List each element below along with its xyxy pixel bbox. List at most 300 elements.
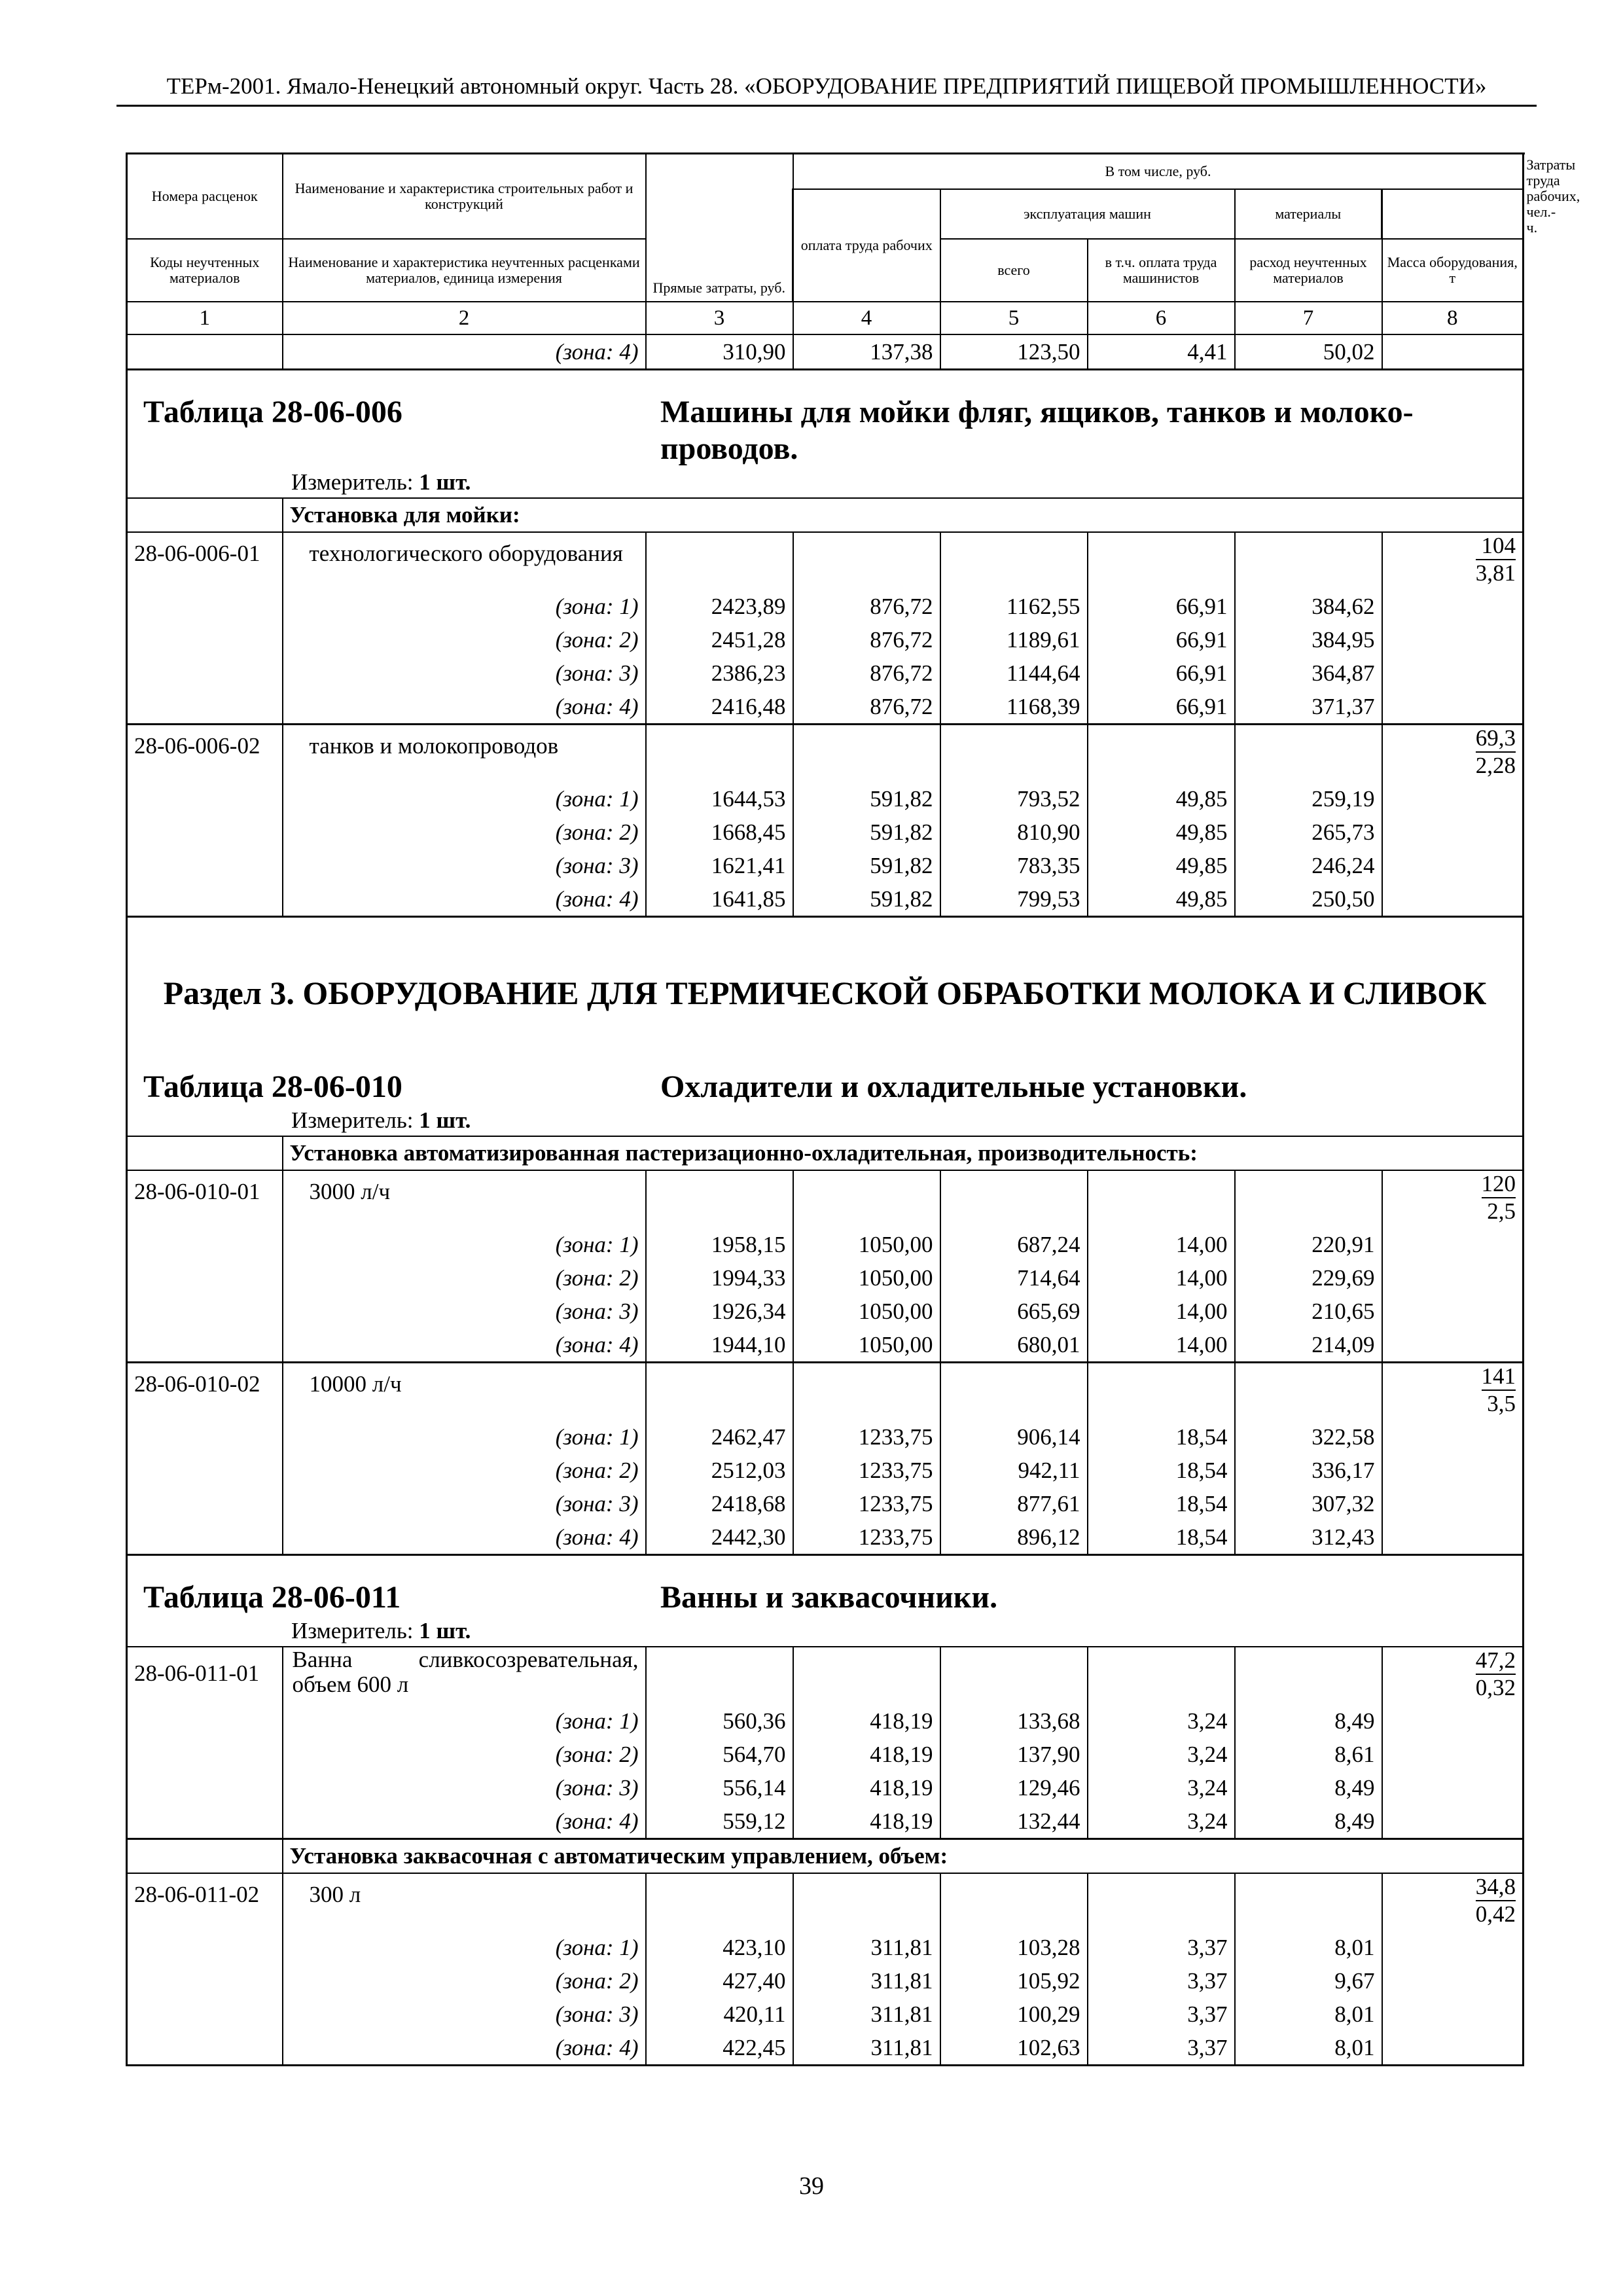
cost-value: 591,82 xyxy=(793,782,940,816)
table-heading xyxy=(134,370,1516,467)
cost-value: 322,58 xyxy=(1235,1420,1382,1454)
empty-cell xyxy=(127,816,283,849)
zone-row xyxy=(127,1520,1524,1555)
cost-value: 1050,00 xyxy=(793,1261,940,1295)
col-header-material-codes: Коды неучтенных материалов xyxy=(127,239,283,302)
cost-value: 1644,53 xyxy=(646,782,793,816)
table-heading xyxy=(134,1556,1516,1616)
table-heading xyxy=(134,1069,1516,1105)
cost-value: 18,54 xyxy=(1088,1454,1235,1487)
running-header: ТЕРм-2001. Ямало-Ненецкий автономный округ. Часть 28. «ОБОРУДОВАНИЕ ПРЕДПРИЯТИЙ ПИЩЕВОЙ ПРОМЫШЛЕННОСТИ» xyxy=(116,73,1537,107)
cost-value: 3,37 xyxy=(1088,1931,1235,1964)
group-title: Установка автоматизированная пастеризационно-охладительная, производительность: xyxy=(283,1136,1524,1170)
empty-cell xyxy=(1382,1228,1524,1261)
cost-value: 2418,68 xyxy=(646,1487,793,1520)
col-header-mass: Масса оборудования, т xyxy=(1382,239,1524,302)
empty-cell xyxy=(1382,1261,1524,1295)
empty-cell xyxy=(940,1873,1088,1931)
group-row xyxy=(127,1839,1524,1873)
cost-value: 18,54 xyxy=(1088,1520,1235,1555)
cost-value: 799,53 xyxy=(940,882,1088,917)
rate-name-line: Ванна сливкосозревательная, xyxy=(292,1646,639,1672)
mass-value: 2,5 xyxy=(1487,1198,1516,1224)
cost-value: 229,69 xyxy=(1235,1261,1382,1295)
zone-row xyxy=(127,1420,1524,1454)
cost-value: 384,62 xyxy=(1235,590,1382,623)
cost-value: 1621,41 xyxy=(646,849,793,882)
empty-cell xyxy=(127,2031,283,2066)
column-number: 3 xyxy=(646,302,793,334)
empty-cell xyxy=(1382,590,1524,623)
empty-cell xyxy=(127,782,283,816)
cost-value: 49,85 xyxy=(1088,849,1235,882)
zone-label: (зона: 4) xyxy=(283,690,646,725)
zone-label: (зона: 3) xyxy=(283,1998,646,2031)
mass-value: 0,42 xyxy=(1475,1901,1516,1927)
cost-value: 66,91 xyxy=(1088,623,1235,656)
cost-value: 311,81 xyxy=(793,1998,940,2031)
empty-cell xyxy=(940,1362,1088,1420)
empty-cell xyxy=(793,724,940,782)
table-id: Таблица 28-06-006 xyxy=(143,394,402,429)
col-header-codes: Номера расценок xyxy=(127,154,283,239)
column-number: 6 xyxy=(1088,302,1235,334)
labor-mass-fraction xyxy=(1382,1362,1524,1420)
zone-row xyxy=(127,1704,1524,1738)
cost-value: 8,01 xyxy=(1235,1998,1382,2031)
cost-value: 2512,03 xyxy=(646,1454,793,1487)
cost-value: 422,45 xyxy=(646,2031,793,2066)
zone-label: (зона: 1) xyxy=(283,782,646,816)
zone-label: (зона: 4) xyxy=(283,2031,646,2066)
group-row xyxy=(127,498,1524,532)
empty-cell xyxy=(1382,1454,1524,1487)
zone-label: (зона: 3) xyxy=(283,1771,646,1804)
empty-cell xyxy=(127,656,283,690)
cost-value: 336,17 xyxy=(1235,1454,1382,1487)
cost-value: 14,00 xyxy=(1088,1295,1235,1328)
cost-value: 3,24 xyxy=(1088,1704,1235,1738)
empty-cell xyxy=(1382,623,1524,656)
empty-cell xyxy=(1235,532,1382,590)
cost-value: 876,72 xyxy=(793,623,940,656)
table-header-row xyxy=(127,1069,1524,1136)
empty-cell xyxy=(1382,1704,1524,1738)
cost-value: 8,01 xyxy=(1235,1931,1382,1964)
cost-value: 942,11 xyxy=(940,1454,1088,1487)
rate-code: 28-06-011-02 xyxy=(127,1873,283,1931)
cost-value: 311,81 xyxy=(793,1964,940,1998)
zone-label: (зона: 1) xyxy=(283,1228,646,1261)
column-number: 1 xyxy=(127,302,283,334)
zone-label: (зона: 2) xyxy=(283,1454,646,1487)
labor-value: 47,2 xyxy=(1476,1647,1516,1675)
empty-cell xyxy=(646,1647,793,1704)
cost-value: 364,87 xyxy=(1235,656,1382,690)
cost-value: 8,49 xyxy=(1235,1771,1382,1804)
empty-cell xyxy=(127,590,283,623)
cost-value: 876,72 xyxy=(793,590,940,623)
zone-row xyxy=(127,1804,1524,1839)
empty-cell xyxy=(1382,849,1524,882)
cost-value: 123,50 xyxy=(940,334,1088,370)
cost-value: 2442,30 xyxy=(646,1520,793,1555)
zone-row xyxy=(127,782,1524,816)
cost-value: 877,61 xyxy=(940,1487,1088,1520)
cost-value: 49,85 xyxy=(1088,782,1235,816)
empty-cell xyxy=(940,724,1088,782)
meter-line xyxy=(134,467,1516,497)
meter-value: 1 шт. xyxy=(419,1107,471,1133)
cost-value: 8,01 xyxy=(1235,2031,1382,2066)
empty-cell xyxy=(127,1328,283,1363)
meter-label: Измеритель: xyxy=(291,469,414,495)
table-header-row-cell xyxy=(127,1069,1524,1136)
mass-value: 3,5 xyxy=(1487,1390,1516,1416)
col-header-material-names: Наименование и характеристика неучтенных расценками материалов, единица измерения xyxy=(283,239,646,302)
rate-code: 28-06-010-02 xyxy=(127,1362,283,1420)
empty-cell xyxy=(1088,1170,1235,1228)
table-header-row-cell xyxy=(127,1554,1524,1647)
labor-value: 120 xyxy=(1482,1171,1516,1198)
cost-value: 427,40 xyxy=(646,1964,793,1998)
cost-value: 418,19 xyxy=(793,1804,940,1839)
cost-value: 1641,85 xyxy=(646,882,793,917)
zone-label: (зона: 3) xyxy=(283,1295,646,1328)
cost-value: 687,24 xyxy=(940,1228,1088,1261)
cost-value: 310,90 xyxy=(646,334,793,370)
cost-value: 418,19 xyxy=(793,1771,940,1804)
col-header-unaccounted-materials: расход неучтенных материалов xyxy=(1235,239,1382,302)
labor-value: 141 xyxy=(1482,1363,1516,1391)
cost-value: 1189,61 xyxy=(940,623,1088,656)
empty-cell xyxy=(646,1362,793,1420)
cost-value: 3,37 xyxy=(1088,1998,1235,2031)
zone-label: (зона: 2) xyxy=(283,1738,646,1771)
empty-cell xyxy=(793,532,940,590)
zone-row xyxy=(127,1931,1524,1964)
cost-value: 559,12 xyxy=(646,1804,793,1839)
column-number: 8 xyxy=(1382,302,1524,334)
rate-name: 300 л xyxy=(283,1873,646,1931)
cost-value: 1168,39 xyxy=(940,690,1088,725)
meter-line xyxy=(134,1105,1516,1136)
zone-row xyxy=(127,849,1524,882)
empty-cell xyxy=(646,724,793,782)
empty-cell xyxy=(646,532,793,590)
group-row xyxy=(127,1136,1524,1170)
empty-cell xyxy=(127,498,283,532)
cost-value: 312,43 xyxy=(1235,1520,1382,1555)
empty-cell xyxy=(1235,1873,1382,1931)
cost-value: 2416,48 xyxy=(646,690,793,725)
zone-row xyxy=(127,1487,1524,1520)
table-header-row xyxy=(127,1554,1524,1647)
cost-value: 8,49 xyxy=(1235,1804,1382,1839)
cost-value: 556,14 xyxy=(646,1771,793,1804)
empty-cell xyxy=(127,1295,283,1328)
rate-code: 28-06-011-01 xyxy=(127,1647,283,1704)
labor-value: 69,3 xyxy=(1476,725,1516,753)
cost-value: 2386,23 xyxy=(646,656,793,690)
col-header-including: В том числе, руб. xyxy=(793,154,1524,189)
cost-value: 420,11 xyxy=(646,1998,793,2031)
zone-row xyxy=(127,2031,1524,2066)
column-number: 5 xyxy=(940,302,1088,334)
cost-value: 423,10 xyxy=(646,1931,793,1964)
empty-cell xyxy=(127,1228,283,1261)
cost-value: 250,50 xyxy=(1235,882,1382,917)
cost-value: 1162,55 xyxy=(940,590,1088,623)
zone-row xyxy=(127,1771,1524,1804)
empty-cell xyxy=(127,1487,283,1520)
meter-value: 1 шт. xyxy=(419,1617,471,1643)
empty-cell xyxy=(1382,816,1524,849)
cost-value: 680,01 xyxy=(940,1328,1088,1363)
cost-value: 560,36 xyxy=(646,1704,793,1738)
empty-cell xyxy=(1382,334,1524,370)
labor-value: 34,8 xyxy=(1476,1874,1516,1901)
zone-row xyxy=(127,1738,1524,1771)
zone-label: (зона: 4) xyxy=(283,1804,646,1839)
zone-row xyxy=(127,1454,1524,1487)
empty-cell xyxy=(1235,1362,1382,1420)
zone-label: (зона: 1) xyxy=(283,1931,646,1964)
zone-label: (зона: 1) xyxy=(283,1420,646,1454)
empty-cell xyxy=(127,1964,283,1998)
table-title: Охладители и охладительные установки. xyxy=(660,1069,1247,1104)
zone-label: (зона: 3) xyxy=(283,849,646,882)
cost-value: 4,41 xyxy=(1088,334,1235,370)
fraction xyxy=(1476,725,1516,779)
cost-value: 714,64 xyxy=(940,1261,1088,1295)
cost-value: 50,02 xyxy=(1235,334,1382,370)
rate-row xyxy=(127,1873,1524,1931)
cost-value: 14,00 xyxy=(1088,1261,1235,1295)
cost-value: 665,69 xyxy=(940,1295,1088,1328)
cost-value: 3,24 xyxy=(1088,1738,1235,1771)
zone-row xyxy=(127,623,1524,656)
cost-value: 1668,45 xyxy=(646,816,793,849)
rate-row xyxy=(127,532,1524,590)
table-title: Машины для мойки фляг, ящиков, танков и молоко-проводов. xyxy=(660,394,1414,466)
empty-cell xyxy=(793,1170,940,1228)
col-header-machines: эксплуатация машин xyxy=(940,189,1235,239)
empty-cell xyxy=(1382,782,1524,816)
cost-value: 906,14 xyxy=(940,1420,1088,1454)
empty-cell xyxy=(1382,1520,1524,1555)
zone-row xyxy=(127,656,1524,690)
cost-value: 66,91 xyxy=(1088,656,1235,690)
zone-row xyxy=(127,1228,1524,1261)
zone-row xyxy=(127,1261,1524,1295)
cost-value: 210,65 xyxy=(1235,1295,1382,1328)
zone-row xyxy=(127,816,1524,849)
zone-label: (зона: 1) xyxy=(283,1704,646,1738)
column-number: 4 xyxy=(793,302,940,334)
empty-cell xyxy=(793,1873,940,1931)
cost-value: 564,70 xyxy=(646,1738,793,1771)
rate-name-line: объем 600 л xyxy=(292,1671,409,1697)
cost-value: 1050,00 xyxy=(793,1295,940,1328)
empty-cell xyxy=(127,849,283,882)
cost-value: 137,90 xyxy=(940,1738,1088,1771)
empty-cell xyxy=(127,1261,283,1295)
cost-value: 259,19 xyxy=(1235,782,1382,816)
empty-cell xyxy=(1382,1295,1524,1328)
rate-row xyxy=(127,1647,1524,1704)
empty-cell xyxy=(1088,724,1235,782)
cost-value: 2423,89 xyxy=(646,590,793,623)
empty-cell xyxy=(1235,724,1382,782)
zone-row xyxy=(127,1998,1524,2031)
rate-code: 28-06-006-01 xyxy=(127,532,283,590)
empty-cell xyxy=(1382,1487,1524,1520)
col-header-wages: оплата труда рабочих xyxy=(793,189,940,302)
cost-value: 1944,10 xyxy=(646,1328,793,1363)
carryover-row xyxy=(127,334,1524,370)
empty-cell xyxy=(1088,1647,1235,1704)
empty-cell xyxy=(1382,1931,1524,1964)
zone-row xyxy=(127,882,1524,917)
cost-value: 418,19 xyxy=(793,1704,940,1738)
empty-cell xyxy=(127,882,283,917)
empty-cell xyxy=(793,1362,940,1420)
cost-value: 307,32 xyxy=(1235,1487,1382,1520)
empty-cell xyxy=(1382,656,1524,690)
cost-value: 311,81 xyxy=(793,1931,940,1964)
fraction xyxy=(1476,1647,1516,1701)
mass-value: 0,32 xyxy=(1475,1674,1516,1700)
cost-value: 129,46 xyxy=(940,1771,1088,1804)
empty-cell xyxy=(940,1647,1088,1704)
rate-name: технологического оборудования xyxy=(283,532,646,590)
empty-cell xyxy=(646,1873,793,1931)
page-number: 39 xyxy=(799,2172,824,2200)
table-header-row xyxy=(127,369,1524,498)
cost-value: 591,82 xyxy=(793,816,940,849)
cost-value: 214,09 xyxy=(1235,1328,1382,1363)
labor-mass-fraction xyxy=(1382,1170,1524,1228)
cost-value: 103,28 xyxy=(940,1931,1088,1964)
empty-cell xyxy=(1235,1647,1382,1704)
cost-value: 384,95 xyxy=(1235,623,1382,656)
empty-cell xyxy=(1382,1420,1524,1454)
cost-value: 246,24 xyxy=(1235,849,1382,882)
empty-cell xyxy=(127,1998,283,2031)
cost-value: 793,52 xyxy=(940,782,1088,816)
fraction xyxy=(1482,1363,1516,1417)
empty-cell xyxy=(127,1839,283,1873)
empty-cell xyxy=(1382,690,1524,725)
cost-value: 1233,75 xyxy=(793,1487,940,1520)
cost-value: 371,37 xyxy=(1235,690,1382,725)
empty-cell xyxy=(1088,1873,1235,1931)
empty-cell xyxy=(127,1771,283,1804)
cost-value: 220,91 xyxy=(1235,1228,1382,1261)
col-header-machinists-wages: в т.ч. оплата труда машинистов xyxy=(1088,239,1235,302)
empty-cell xyxy=(1235,1170,1382,1228)
zone-row xyxy=(127,1964,1524,1998)
zone-label: (зона: 4) xyxy=(283,1520,646,1555)
col-header-direct: Прямые затраты, руб. xyxy=(646,154,793,302)
cost-value: 102,63 xyxy=(940,2031,1088,2066)
cost-value: 1050,00 xyxy=(793,1228,940,1261)
empty-cell xyxy=(1382,882,1524,917)
col-header-name: Наименование и характеристика строительных работ и конструкций xyxy=(283,154,646,239)
cost-value: 137,38 xyxy=(793,334,940,370)
group-title: Установка для мойки: xyxy=(283,498,1524,532)
empty-cell xyxy=(127,334,283,370)
cost-value: 3,37 xyxy=(1088,1964,1235,1998)
zone-label: (зона: 4) xyxy=(283,1328,646,1363)
zone-row xyxy=(127,1328,1524,1363)
cost-value: 8,61 xyxy=(1235,1738,1382,1771)
cost-value: 876,72 xyxy=(793,690,940,725)
rate-name: 3000 л/ч xyxy=(283,1170,646,1228)
zone-label: (зона: 3) xyxy=(283,1487,646,1520)
cost-value: 49,85 xyxy=(1088,882,1235,917)
cost-value: 3,37 xyxy=(1088,2031,1235,2066)
rate-row xyxy=(127,1362,1524,1420)
zone-label: (зона: 2) xyxy=(283,816,646,849)
cost-value: 591,82 xyxy=(793,849,940,882)
empty-cell xyxy=(1088,532,1235,590)
empty-cell xyxy=(127,1420,283,1454)
empty-cell xyxy=(793,1647,940,1704)
column-number: 7 xyxy=(1235,302,1382,334)
labor-mass-fraction xyxy=(1382,724,1524,782)
mass-value: 3,81 xyxy=(1475,560,1516,586)
cost-value: 66,91 xyxy=(1088,690,1235,725)
labor-mass-fraction xyxy=(1382,1647,1524,1704)
empty-cell xyxy=(127,1136,283,1170)
empty-cell xyxy=(1382,1964,1524,1998)
section-row xyxy=(127,916,1524,1069)
meter-label: Измеритель: xyxy=(291,1107,414,1133)
cost-value: 1050,00 xyxy=(793,1328,940,1363)
rates-table: Номера расценок Наименование и характеристика строительных работ и конструкций Прямые затраты, руб. В том числе, руб. Затраты труда рабочих, чел.-ч. оплата труда рабочих эксплуатация машин материалы Коды неучтенных материалов Наименование и характеристика неучтенных расценками материалов, единица измерения всего в т.ч. оплата труда машинистов расход неучтенных материалов Масса оборудования, т 1 2 3 4 5 6 7 8 (зона: 4) 310,90 137,38 123,50 4,41 50,02 Таблица 28-06-006 Машины для мойки фляг, ящиков, танков и молоко-проводов. Измеритель: 1 шт. Установка для мойки: 28-06-006-01 технологического оборудования $\frac{104}{3,81}$ (зона: 1) 2423,89 876,72 1162,55 66,91 384,62 (зона: 2) 2451,28 876,72 1189,61 66,91 384,95 (зона: 3) 2386,23 876,72 1144,64 66,91 364,87 (зона: 4) 2416,48 876,72 1168,39 66,91 371,37 28-06-006-02 танков и молокопроводов $\frac{69,3}{2,28}$ (зона: 1) 1644,53 591,82 793,52 49,85 259,19 (зона: 2) 1668,45 591,82 810,90 49,85 265,73 (зона: 3) 1621,41 591,82 783,35 49,85 246,24 (зона: 4) 1641,85 591,82 799,53 49,85 250,50 Раздел 3. ОБОРУДОВАНИЕ ДЛЯ ТЕРМИЧЕСКОЙ ОБРАБОТКИ МОЛОКА И СЛИВОК Таблица 28-06-010 Охладители и охладительные установки. Измеритель: 1 шт. Установка автоматизированная пастеризационно-охладительная, производительность: 28-06-010-01 3000 л/ч $\frac{120}{2,5}$ (зона: 1) 1958,15 1050,00 687,24 14,00 220,91 (зона: 2) 1994,33 1050,00 714,64 14,00 229,69 (зона: 3) 1926,34 1050,00 665,69 14,00 210,65 (зона: 4) 1944,10 1050,00 680,01 14,00 214,09 28-06-010-02 10000 л/ч $\frac{141}{3,5}$ (зона: 1) 2462,47 1233,75 906,14 18,54 322,58 (зона: 2) 2512,03 1233,75 942,11 18,54 336,17 (зона: 3) 2418,68 1233,75 877,61 18,54 307,32 (зона: 4) 2442,30 1233,75 896,12 18,54 312,43 Таблица 28-06-011 Ванны и заквасочники. Измеритель: 1 шт. 28-06-011-01 Ванна сливкосозревательная, объем 600 л $\frac{47,2}{0,32}$ (зона: 1) 560,36 418,19 133,68 3,24 8,49 (зона: 2) 564,70 418,19 137,90 3,24 8,61 (зона: 3) 556,14 418,19 129,46 3,24 8,49 (зона: 4) 559,12 418,19 132,44 3,24 8,49 Установка заквасочная с автоматическим управлением, объем: 28-06-011-02 300 л $\frac{34,8}{0,42}$ (зона: 1) 423,10 311,81 103,28 3,37 8,01 (зона: 2) 427,40 311,81 105,92 3,37 9,67 (зона: 3) 420,11 311,81 100,29 3,37 8,01 (зона: 4) 422,45 311,81 102,63 3,37 8,01 xyxy=(126,152,1524,2066)
empty-cell xyxy=(127,690,283,725)
empty-cell xyxy=(127,1454,283,1487)
cost-value: 311,81 xyxy=(793,2031,940,2066)
cost-value: 1994,33 xyxy=(646,1261,793,1295)
cost-value: 1958,15 xyxy=(646,1228,793,1261)
meter-line xyxy=(134,1616,1516,1646)
cost-value: 14,00 xyxy=(1088,1228,1235,1261)
fraction xyxy=(1476,533,1516,586)
cost-value: 132,44 xyxy=(940,1804,1088,1839)
empty-cell xyxy=(127,1704,283,1738)
empty-cell xyxy=(646,1170,793,1228)
empty-cell xyxy=(940,1170,1088,1228)
cost-value: 1233,75 xyxy=(793,1520,940,1555)
cost-value: 896,12 xyxy=(940,1520,1088,1555)
empty-cell xyxy=(127,1804,283,1839)
cost-value: 2451,28 xyxy=(646,623,793,656)
labor-mass-fraction xyxy=(1382,532,1524,590)
cost-value: 105,92 xyxy=(940,1964,1088,1998)
cost-value: 18,54 xyxy=(1088,1487,1235,1520)
empty-cell xyxy=(127,1520,283,1555)
zone-label: (зона: 2) xyxy=(283,1261,646,1295)
col-header-materials: материалы xyxy=(1235,189,1382,239)
col-header-machines-total: всего xyxy=(940,239,1088,302)
rate-name xyxy=(283,1647,646,1704)
cost-value: 133,68 xyxy=(940,1704,1088,1738)
cost-value: 591,82 xyxy=(793,882,940,917)
cost-value: 18,54 xyxy=(1088,1420,1235,1454)
